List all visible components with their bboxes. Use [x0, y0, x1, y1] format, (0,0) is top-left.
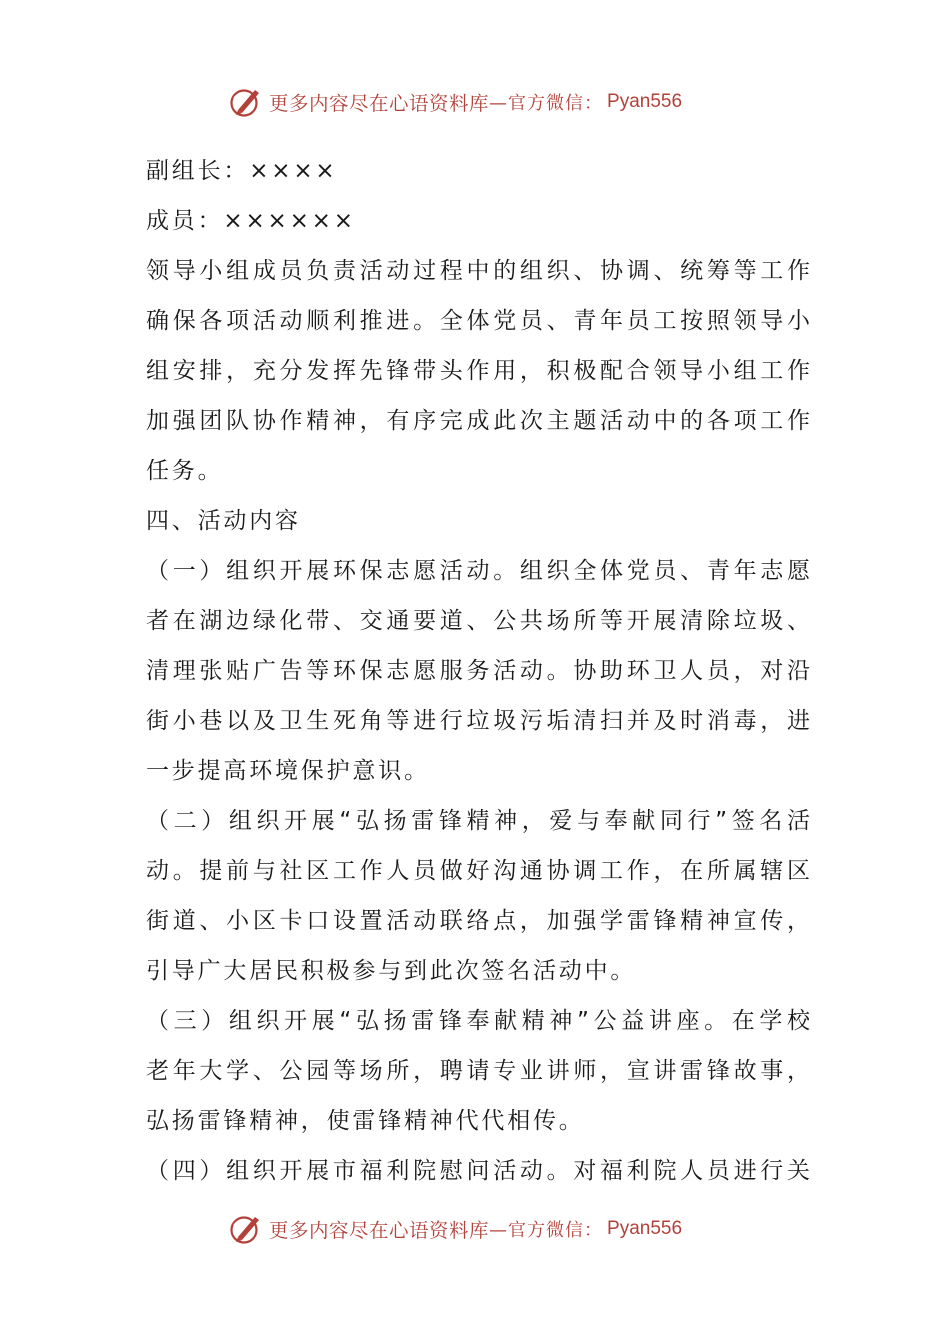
text-line: （四）组织开展市福利院慰问活动。对福利院人员进行关: [146, 1158, 810, 1184]
text-line: （三）组织开展“弘扬雷锋奉献精神”公益讲座。在学校: [146, 1008, 810, 1034]
text-line: 副组长：××××: [146, 158, 338, 184]
watermark-text-a: 更多内容尽在心语资料库: [269, 1219, 490, 1242]
text-line: 组安排，充分发挥先锋带头作用，积极配合领导小组工作: [146, 358, 810, 384]
watermark-text-c: Pyan556: [607, 1218, 683, 1239]
watermark-text-b: —官方微信：: [489, 93, 604, 114]
text-line: 老年大学、公园等场所，聘请专业讲师，宣讲雷锋故事，: [146, 1058, 810, 1084]
text-line: 四、活动内容: [146, 508, 301, 534]
pen-logo-icon: [228, 84, 264, 120]
body-text: [146, 146, 810, 1196]
text-line: 动。提前与社区工作人员做好沟通协调工作，在所属辖区: [146, 858, 810, 884]
text-line: 一步提高环境保护意识。: [146, 758, 430, 784]
pen-logo-icon: [228, 1211, 264, 1247]
watermark-text-a: 更多内容尽在心语资料库: [269, 92, 490, 115]
text-line: 任务。: [146, 458, 224, 484]
text-line: （二）组织开展“弘扬雷锋精神，爱与奉献同行”签名活: [146, 808, 810, 834]
text-line: 弘扬雷锋精神，使雷锋精神代代相传。: [146, 1108, 585, 1134]
watermark-text-c: Pyan556: [607, 91, 683, 112]
text-line: 引导广大居民积极参与到此次签名活动中。: [146, 958, 637, 984]
watermark-banner-bottom: [228, 1209, 748, 1249]
text-line: 者在湖边绿化带、交通要道、公共场所等开展清除垃圾、: [146, 608, 810, 634]
text-line: 清理张贴广告等环保志愿服务活动。协助环卫人员，对沿: [146, 658, 810, 684]
watermark-banner-top: [228, 82, 748, 122]
text-line: （一）组织开展环保志愿活动。组织全体党员、青年志愿: [146, 558, 810, 584]
text-line: 领导小组成员负责活动过程中的组织、协调、统筹等工作: [146, 258, 810, 284]
watermark-text-b: —官方微信：: [489, 1220, 604, 1241]
text-line: 加强团队协作精神，有序完成此次主题活动中的各项工作: [146, 408, 810, 434]
text-line: 确保各项活动顺利推进。全体党员、青年员工按照领导小: [146, 308, 810, 334]
text-line: 街小巷以及卫生死角等进行垃圾污垢清扫并及时消毒，进: [146, 708, 810, 734]
text-line: 街道、小区卡口设置活动联络点，加强学雷锋精神宣传，: [146, 908, 810, 934]
text-line: 成员：××××××: [146, 208, 356, 234]
